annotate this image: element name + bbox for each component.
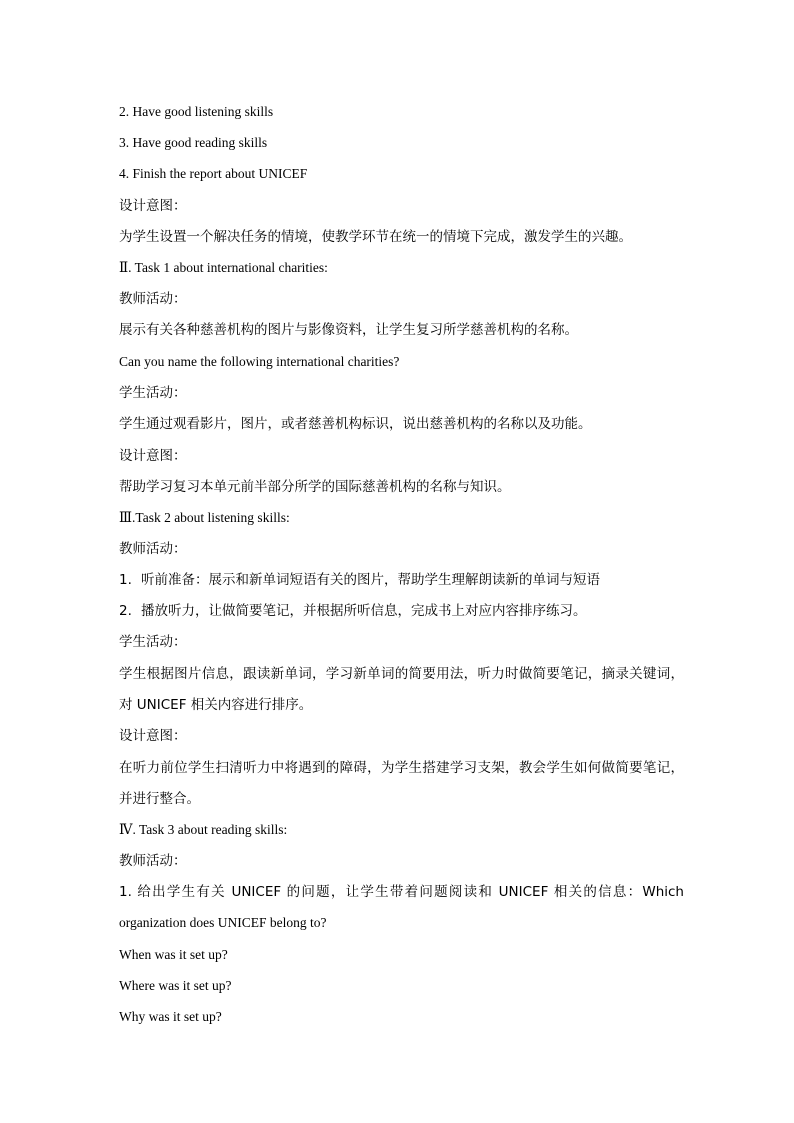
question-organization: organization does UNICEF belong to? (119, 915, 327, 930)
design-intent-heading: 设计意图： (119, 198, 187, 214)
list-item-text: 播放听力，让做简要笔记，并根据所听信息，完成书上对应内容排序练习。 (141, 603, 587, 619)
task1-heading: Ⅱ. Task 1 about international charities: (119, 260, 328, 275)
student-activity-text: 学生根据图片信息，跟读新单词，学习新单词的简要用法，听力时做简要笔记，摘录关键词， (119, 666, 684, 682)
list-item-text: 听前准备：展示和新单词短语有关的图片，帮助学生理解朗读新的单词与短语 (141, 572, 600, 588)
list-number: 2. (119, 603, 132, 619)
teacher-activity-text: 1. 给出学生有关 UNICEF 的问题，让学生带着问题阅读和 UNICEF 相关的信息：Which (119, 884, 684, 900)
objective-reading-skills: 3. Have good reading skills (119, 135, 268, 150)
student-activity-text-cont: 对 UNICEF 相关内容进行排序。 (119, 697, 313, 713)
design-intent-heading: 设计意图： (119, 728, 187, 744)
list-number: 1. (119, 572, 132, 588)
teacher-activity-text: 展示有关各种慈善机构的图片与影像资料，让学生复习所学慈善机构的名称。 (119, 322, 578, 338)
objective-listening-skills: 2. Have good listening skills (119, 104, 274, 119)
question-why: Why was it set up? (119, 1009, 222, 1024)
teacher-activity-heading: 教师活动： (119, 541, 187, 557)
question-when: When was it set up? (119, 947, 228, 962)
list-item (119, 570, 684, 590)
design-intent-heading: 设计意图： (119, 448, 187, 464)
design-intent-text-cont: 并进行整合。 (119, 791, 200, 807)
list-item (119, 601, 684, 621)
task3-heading: Ⅳ. Task 3 about reading skills: (119, 822, 288, 837)
design-intent-text: 帮助学习复习本单元前半部分所学的国际慈善机构的名称与知识。 (119, 479, 511, 495)
task2-heading: Ⅲ.Task 2 about listening skills: (119, 510, 290, 525)
teacher-activity-heading: 教师活动： (119, 853, 187, 869)
design-intent-text: 在听力前位学生扫清听力中将遇到的障碍，为学生搭建学习支架，教会学生如何做简要笔记， (119, 760, 684, 776)
student-activity-heading: 学生活动： (119, 385, 187, 401)
student-activity-text: 学生通过观看影片，图片，或者慈善机构标识，说出慈善机构的名称以及功能。 (119, 416, 592, 432)
student-activity-heading: 学生活动： (119, 634, 187, 650)
design-intent-text: 为学生设置一个解决任务的情境，使教学环节在统一的情境下完成，激发学生的兴趣。 (119, 229, 632, 245)
objective-finish-report: 4. Finish the report about UNICEF (119, 166, 308, 181)
charities-question: Can you name the following international charities? (119, 354, 400, 369)
teacher-activity-heading: 教师活动： (119, 291, 187, 307)
question-where: Where was it set up? (119, 978, 232, 993)
